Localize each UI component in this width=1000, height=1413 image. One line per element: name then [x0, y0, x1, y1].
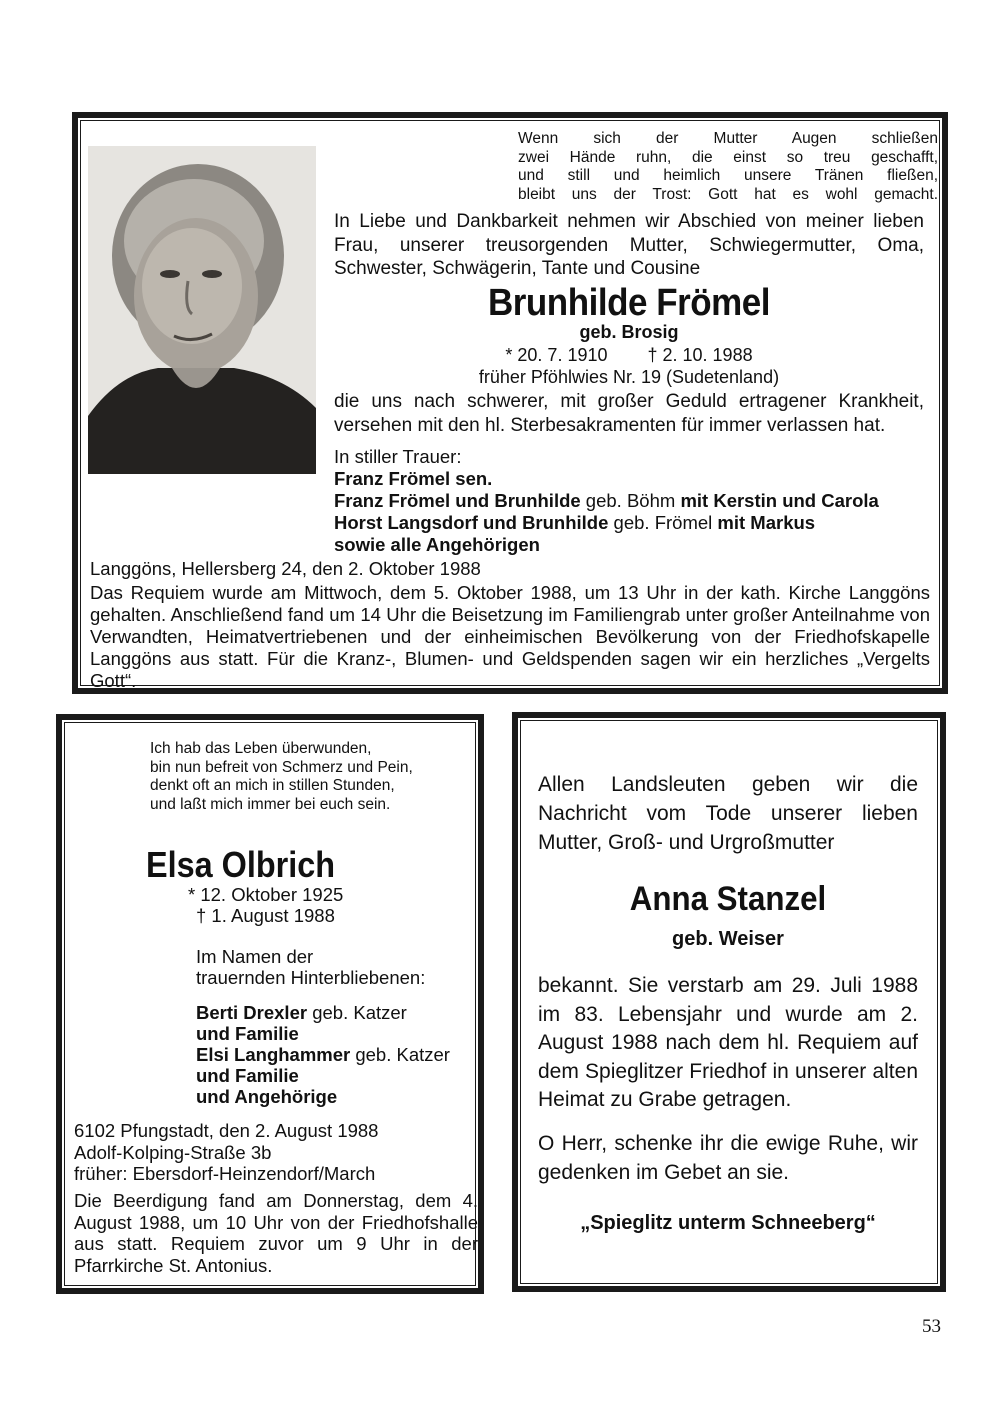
address-line: früher: Ebersdorf-Heinzendorf/March — [74, 1163, 376, 1184]
deceased-name: Elsa Olbrich — [146, 844, 336, 885]
mourner-names: Berti Drexler — [196, 1002, 308, 1023]
death-date: † 1. August 1988 — [196, 905, 335, 926]
death-details: bekannt. Sie verstarb am 29. Juli 1988 im 83. Lebensjahr und wurde am 2. August 1988 nach dem hl. Requiem auf dem Spieglitzer Friedhof in unserer alten Heimat zu Grabe getragen. — [538, 974, 918, 1111]
mourner-maiden: geb. Frömel — [608, 512, 718, 533]
mourner-line: und Angehörige — [196, 1086, 338, 1107]
mourning-heading: In stiller Trauer: — [334, 446, 462, 467]
mourner-names: Elsi Langhammer — [196, 1044, 351, 1065]
mourner-line: Franz Frömel sen. — [334, 468, 493, 489]
maiden-name: geb. Weiser — [672, 928, 784, 950]
maiden-name: geb. Brosig — [579, 322, 679, 342]
signature: „Spieglitz unterm Schneeberg“ — [580, 1212, 876, 1234]
mourner-maiden: geb. Böhm — [580, 490, 681, 511]
origin: früher Pföhlwies Nr. 19 (Sudetenland) — [478, 367, 780, 387]
mourner-line: und Familie — [196, 1023, 299, 1044]
poem-line: und laßt mich immer bei euch sein. — [150, 795, 391, 813]
requiem-text: Das Requiem wurde am Mittwoch, dem 5. Oktober 1988, um 13 Uhr in der kath. Kirche Langgöns gehalten. Anschließend fand um 14 Uhr die Beisetzung im Familiengrab unter großer Anteilnahme von Verwandten, Heimatvertriebenen und der einheimischen Bevölkerung von der Friedhofskapelle Langgöns aus statt. Für die Kranz-, Blumen- und Geldspenden sagen wir ein herzliches „Vergelts Gott“. — [90, 582, 930, 691]
mourner-names: Horst Langsdorf und Brunhilde — [334, 512, 609, 533]
mourner-children: mit Markus — [717, 512, 816, 533]
poem-line: Ich hab das Leben überwunden, — [150, 740, 372, 757]
poem-line: und still und heimlich unsere Tränen fließen, — [518, 167, 938, 184]
poem-line: denkt oft an mich in stillen Stunden, — [150, 777, 395, 794]
announcement-text: Allen Landsleuten geben wir die Nachricht vom Tode unserer lieben Mutter, Groß- und Urgroßmutter — [538, 773, 918, 854]
prayer-text: O Herr, schenke ihr die ewige Ruhe, wir gedenken im Gebet an sie. — [538, 1132, 918, 1184]
deceased-name: Brunhilde Frömel — [487, 282, 771, 324]
place-and-date: Langgöns, Hellersberg 24, den 2. Oktober 1988 — [90, 558, 481, 579]
mourner-children: mit Kerstin und Carola — [680, 490, 879, 511]
death-circumstances: die uns nach schwerer, mit großer Geduld ertragener Krankheit, versehen mit den hl. Sterbesakramenten für immer verlassen hat. — [334, 391, 924, 436]
funeral-text: Die Beerdigung fand am Donnerstag, dem 4. August 1988, um 10 Uhr von der Friedhofshalle aus statt. Requiem zuvor um 9 Uhr in der Pfarrkirche St. Antonius. — [74, 1190, 478, 1276]
address-line: 6102 Pfungstadt, den 2. August 1988 — [74, 1120, 379, 1141]
birth-date: * 20. 7. 1910 — [505, 345, 608, 365]
birth-date: * 12. Oktober 1925 — [188, 884, 344, 905]
death-date: † 2. 10. 1988 — [647, 345, 753, 365]
farewell-text: In Liebe und Dankbarkeit nehmen wir Abschied von meiner lieben Frau, unserer treusorgenden Mutter, Schwiegermutter, Oma, Schwester, Schwägerin, Tante und Cousine — [334, 211, 924, 279]
poem — [518, 130, 938, 204]
poem-line: bleibt uns der Trost: Gott hat es wohl gemacht. — [518, 185, 938, 203]
life-dates — [334, 344, 924, 388]
mourner-line — [334, 490, 924, 512]
mourner-line: sowie alle Angehörigen — [334, 534, 540, 555]
mourners-block — [334, 446, 924, 556]
mourners-block — [196, 946, 486, 1107]
obituary-elsa-olbrich — [56, 714, 484, 1294]
poem — [150, 740, 455, 814]
portrait-image — [88, 146, 316, 474]
mourning-heading: Im Namen der — [196, 946, 314, 967]
mourner-line — [334, 512, 924, 534]
poem-line: Wenn sich der Mutter Augen schließen — [518, 130, 938, 147]
life-dates — [188, 884, 343, 926]
mourner-maiden: geb. Katzer — [350, 1044, 450, 1065]
obituary-brunhilde-froemel — [72, 112, 948, 694]
mourner-line — [196, 1002, 486, 1023]
mourner-line: und Familie — [196, 1065, 299, 1086]
mourning-heading: trauernden Hinterbliebenen: — [196, 967, 426, 988]
mourner-names: Franz Frömel und Brunhilde — [334, 490, 581, 511]
address-block — [74, 1120, 474, 1185]
obituary-anna-stanzel — [512, 712, 946, 1292]
address-line: Adolf-Kolping-Straße 3b — [74, 1141, 272, 1163]
page-number: 53 — [922, 1316, 941, 1337]
poem-line: zwei Hände ruhn, die einst so treu geschafft, — [518, 148, 938, 166]
deceased-name: Anna Stanzel — [629, 880, 827, 918]
portrait-photo — [88, 146, 316, 474]
mourner-maiden: geb. Katzer — [307, 1002, 407, 1023]
mourner-line — [196, 1044, 486, 1065]
poem-line: bin nun befreit von Schmerz und Pein, — [150, 758, 413, 776]
